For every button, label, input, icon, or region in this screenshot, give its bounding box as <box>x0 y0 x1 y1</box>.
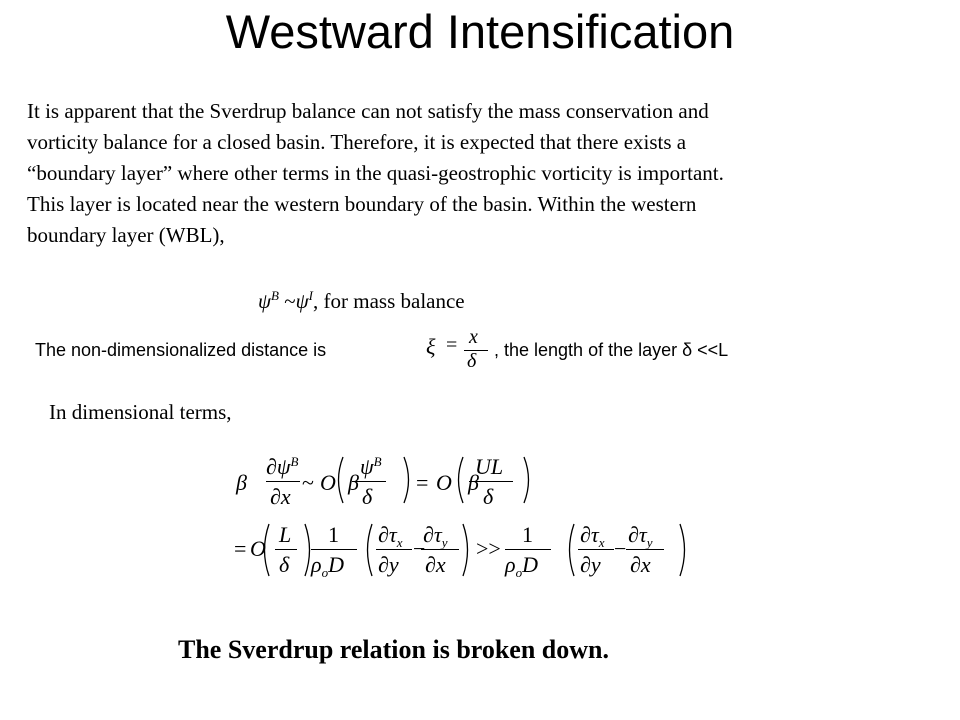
paragraph-line: “boundary layer” where other terms in the quasi-geostrophic vorticity is important. <box>27 161 724 185</box>
svg-text:−: − <box>614 536 627 561</box>
svg-text:1: 1 <box>522 522 533 547</box>
superscript-i: I <box>308 288 314 303</box>
svg-text:δ: δ <box>279 552 290 577</box>
psi-symbol: ψ <box>295 289 309 313</box>
distance-suffix: , the length of the layer δ <<L <box>494 340 729 360</box>
svg-text:∂x: ∂x <box>270 484 291 509</box>
svg-text:ρoD: $\rho_oD$ <box>311 552 344 580</box>
paragraph-line: vorticity balance for a closed basin. Therefore, it is expected that there exists a <box>27 130 687 154</box>
svg-text:=: = <box>416 470 429 495</box>
svg-text:∂τy: $\partial\tau_y$ <box>423 522 448 550</box>
svg-text:O: O <box>436 470 452 495</box>
fraction-denominator: δ <box>467 350 477 372</box>
fraction-numerator: x <box>469 326 478 348</box>
svg-text:δ: δ <box>362 484 373 509</box>
svg-text:1: 1 <box>328 522 339 547</box>
conclusion-text: The Sverdrup relation is broken down. <box>178 635 610 664</box>
slide-title: Westward Intensification <box>225 5 735 58</box>
svg-text:O: O <box>320 470 336 495</box>
superscript-b: B <box>271 288 279 303</box>
svg-text:L: L <box>279 522 292 547</box>
svg-text:∂τx: $\partial\tau_x$ <box>580 522 605 550</box>
equals-symbol: = <box>446 334 458 356</box>
svg-text:∂x: ∂x <box>630 552 651 577</box>
svg-text:O: O <box>250 536 266 561</box>
svg-text:~: ~ <box>302 470 314 495</box>
mass-balance-text: , for mass balance <box>313 289 465 313</box>
svg-text:ρoD: $\rho_oD$ <box>505 552 538 580</box>
svg-text:>>: >> <box>476 536 501 561</box>
svg-text:ψB: $\psi^B$ <box>360 454 382 479</box>
psi-symbol: ψ <box>258 289 272 313</box>
dimensional-label: In dimensional terms, <box>49 400 232 424</box>
distance-prefix: The non-dimensionalized distance is <box>35 340 327 360</box>
paragraph-line: It is apparent that the Sverdrup balance can not satisfy the mass conservation and <box>27 99 709 123</box>
svg-text:∂τy: $\partial\tau_y$ <box>628 522 653 550</box>
svg-text:−: − <box>413 536 426 561</box>
svg-text:β: β <box>236 470 247 495</box>
svg-text:∂y: ∂y <box>378 552 399 577</box>
svg-text:∂ψB: $\partial\psi^B$ <box>266 454 299 479</box>
svg-text:=: = <box>234 536 247 561</box>
svg-text:β: β <box>348 470 359 495</box>
tilde-symbol: ~ <box>284 289 296 313</box>
svg-text:UL: UL <box>475 454 504 479</box>
svg-text:∂x: ∂x <box>425 552 446 577</box>
svg-text:β: β <box>468 470 479 495</box>
xi-symbol: ξ <box>426 334 436 359</box>
paragraph-line: boundary layer (WBL), <box>27 223 225 247</box>
svg-text:∂τx: $\partial\tau_x$ <box>378 522 403 550</box>
svg-text:∂y: ∂y <box>580 552 601 577</box>
paragraph-line: This layer is located near the western boundary of the basin. Within the western <box>27 192 697 216</box>
svg-text:δ: δ <box>483 484 494 509</box>
